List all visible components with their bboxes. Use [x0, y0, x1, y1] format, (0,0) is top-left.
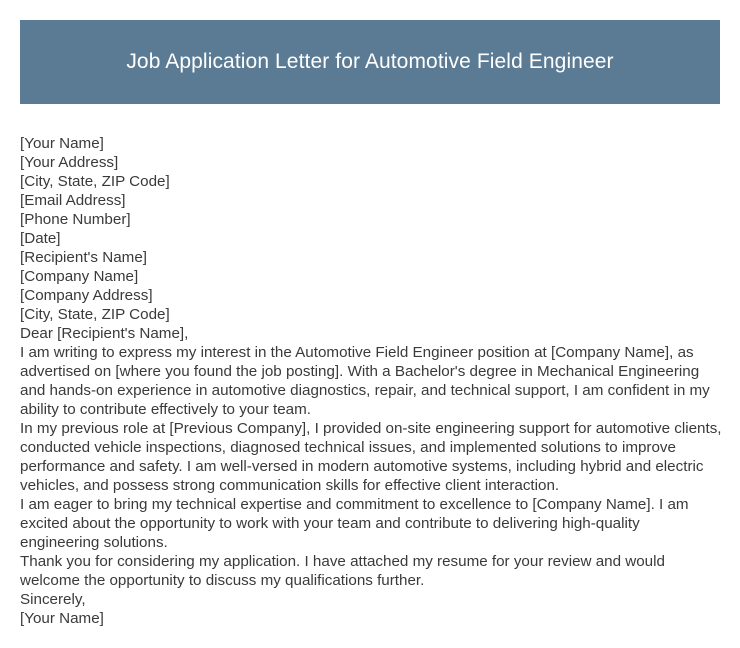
recipient-name: [Recipient's Name]	[20, 249, 147, 266]
sender-city-state-zip: [City, State, ZIP Code]	[20, 173, 170, 190]
sender-name: [Your Name]	[20, 135, 104, 152]
paragraph-motivation: I am eager to bring my technical expertise and commitment to excellence to [Company Name]. I am excited about the opportunity to work with your team and contribute to delivering high-quality engineering solutions.	[20, 496, 689, 551]
letter-date: [Date]	[20, 230, 61, 247]
page-title: Job Application Letter for Automotive Field Engineer	[126, 50, 614, 73]
sender-block	[20, 134, 722, 248]
paragraph-experience: In my previous role at [Previous Company], I provided on-site engineering support for automotive clients, conducted vehicle inspections, diagnosed technical issues, and implemented solutions to improve performance and safety. I am well-versed in modern automotive systems, including hybrid and electric vehicles, and possess strong communication skills for effective client interaction.	[20, 420, 722, 494]
signature: [Your Name]	[20, 610, 104, 627]
header-banner	[20, 20, 720, 104]
letter-body	[20, 134, 722, 628]
sender-email: [Email Address]	[20, 192, 126, 209]
sender-phone: [Phone Number]	[20, 211, 131, 228]
paragraph-thanks: Thank you for considering my application. I have attached my resume for your review and would welcome the opportunity to discuss my qualifications further.	[20, 553, 665, 589]
recipient-address: [Company Address]	[20, 287, 153, 304]
sender-address: [Your Address]	[20, 154, 119, 171]
recipient-company: [Company Name]	[20, 268, 139, 285]
recipient-block	[20, 248, 722, 324]
recipient-city-state-zip: [City, State, ZIP Code]	[20, 306, 170, 323]
salutation: Dear [Recipient's Name],	[20, 325, 189, 342]
paragraph-intro: I am writing to express my interest in the Automotive Field Engineer position at [Company Name], as advertised on [where you found the job posting]. With a Bachelor's degree in Mechanical Engineering and hands-on experience in automotive diagnostics, repair, and technical support, I am confident in my ability to contribute effectively to your team.	[20, 344, 710, 418]
closing: Sincerely,	[20, 591, 86, 608]
